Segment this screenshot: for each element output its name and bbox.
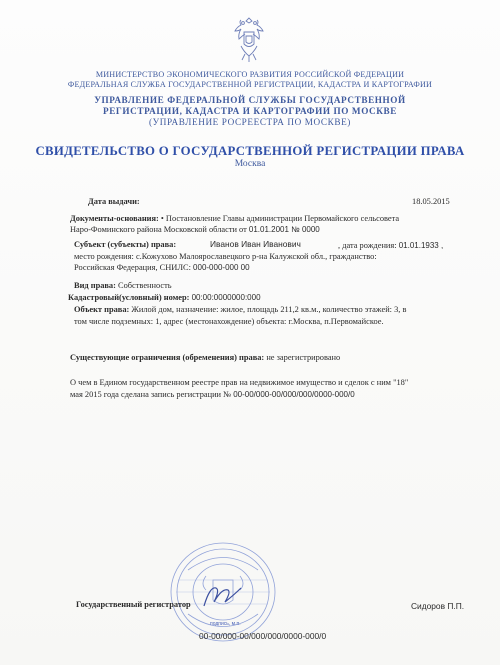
document-title: СВИДЕТЕЛЬСТВО О ГОСУДАРСТВЕННОЙ РЕГИСТРАЦИИ ПРАВА — [35, 144, 465, 158]
department-header-line2: РЕГИСТРАЦИИ, КАДАСТРА И КАРТОГРАФИИ ПО МОСКВЕ — [102, 106, 398, 116]
stamp-caption: подпись, м.п. — [210, 621, 241, 627]
coat-of-arms-emblem-icon — [231, 14, 267, 66]
subject-label: Субъект (субъекты) права: — [74, 240, 177, 249]
documents-line2 — [70, 224, 320, 235]
documents-line1 — [70, 213, 399, 224]
subject-birth-label: , дата рождения: — [338, 241, 397, 250]
documents-text2: Наро-Фоминского района Московской области от — [70, 225, 247, 234]
department-header-line3: (УПРАВЛЕНИЕ РОСРЕЕСТРА ПО МОСКВЕ) — [149, 117, 351, 127]
ledger-line1: О чем в Едином государственном реестре прав на недвижимое имущество и сделок с ним "18" — [70, 378, 409, 387]
subject-name: Иванов Иван Иванович — [210, 239, 301, 249]
restrictions — [70, 352, 340, 363]
ledger-record-number: 00-00/000-00/000/000/0000-000/0 — [233, 390, 355, 399]
document-city: Москва — [234, 159, 266, 169]
registrar-name: Сидоров П.П. — [411, 601, 465, 611]
documents-text1: • Постановление Главы администрации Первомайского сельсовета — [160, 214, 400, 223]
object-label: Объект права: — [74, 305, 130, 314]
right-type-value: Собственность — [118, 281, 172, 290]
subject-birth — [338, 240, 443, 251]
subject-citizenship: Российская Федерация, СНИЛС: — [74, 263, 191, 272]
issue-date-label: Дата выдачи: — [88, 197, 140, 206]
object-line1 — [74, 304, 406, 315]
documents-label: Документы-основания: — [70, 214, 159, 223]
cadastral-label: Кадастровый(условный) номер: — [68, 293, 190, 302]
restrictions-value: не зарегистрировано — [266, 353, 341, 362]
ministry-header: МИНИСТЕРСТВО ЭКОНОМИЧЕСКОГО РАЗВИТИЯ РОССИЙСКОЙ ФЕДЕРАЦИИ — [95, 70, 405, 79]
issue-date-value: 18.05.2015 — [412, 197, 450, 206]
restrictions-label: Существующие ограничения (обременения) права: — [70, 353, 265, 362]
department-header-line1: УПРАВЛЕНИЕ ФЕДЕРАЛЬНОЙ СЛУЖБЫ ГОСУДАРСТВЕННОЙ — [94, 95, 406, 105]
bottom-registration-number: 00-00/000-00/000/000/0000-000/0 — [199, 631, 327, 641]
cadastral-value: 00:00:0000000:000 — [191, 293, 261, 302]
signature-icon — [198, 580, 248, 614]
service-header: ФЕДЕРАЛЬНАЯ СЛУЖБА ГОСУДАРСТВЕННОЙ РЕГИСТРАЦИИ, КАДАСТРА И КАРТОГРАФИИ — [67, 80, 433, 89]
ledger-line2 — [70, 389, 355, 400]
cadastral-number — [68, 292, 261, 303]
right-type-label: Вид права: — [74, 281, 116, 290]
subject-birthplace: место рождения: с.Кожухово Малоярославецкого р-на Калужской обл., гражданство: — [74, 252, 377, 261]
object-text1: Жилой дом, назначение: жилое, площадь 211,2 кв.м., количество этажей: 3, в — [131, 305, 407, 314]
subject-birth-date: 01.01.1933 , — [398, 241, 444, 250]
documents-reference: 01.01.2001 № 0000 — [248, 225, 320, 234]
object-line2: том числе подземных: 1, адрес (местонахождение) объекта: г.Москва, п.Первомайское. — [74, 317, 384, 326]
ledger-text: мая 2015 года сделана запись регистрации № — [70, 390, 232, 399]
right-type — [74, 280, 172, 291]
subject-snils-line — [74, 262, 250, 273]
subject-snils: 000-000-000 00 — [193, 263, 250, 272]
registrar-label: Государственный регистратор — [76, 600, 191, 609]
